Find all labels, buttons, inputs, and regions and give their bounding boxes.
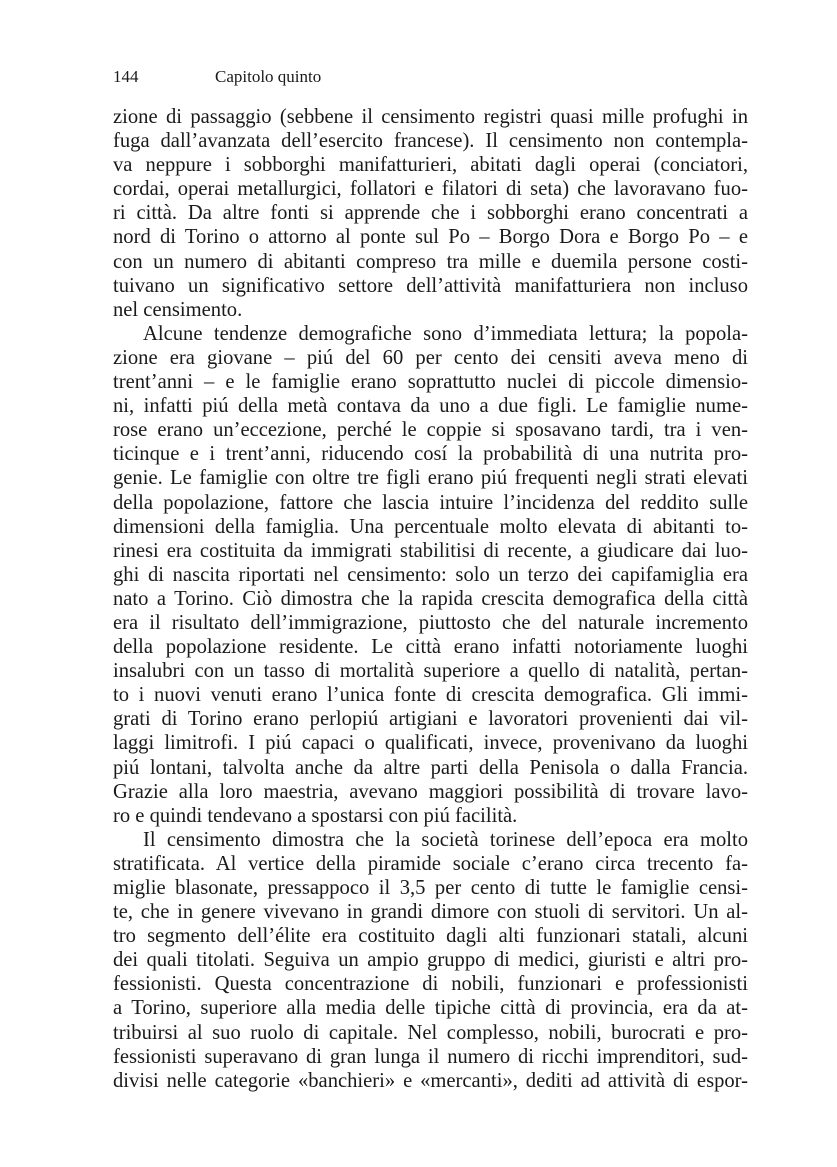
text-line: genie. Le famiglie con oltre tre figli erano piú frequenti negli strati elevati	[113, 467, 748, 490]
text-line: miglie blasonate, pressappoco il 3,5 per cento di tutte le famiglie censi-	[113, 877, 748, 899]
text-line: te, che in genere vivevano in grandi dimore con stuoli di servitori. Un al-	[113, 901, 748, 924]
text-line: ticinque e i trent’anni, riducendo cosí la probabilità di una nutrita pro-	[113, 443, 748, 466]
text-line: va neppure i sobborghi manifatturieri, abitati dagli operai (conciatori,	[113, 154, 748, 177]
text-line: laggi limitrofi. I piú capaci o qualificati, invece, provenivano da luoghi	[113, 732, 748, 755]
text-line: stratificata. Al vertice della piramide sociale c’erano circa trecento fa-	[113, 852, 748, 875]
text-line: dimensioni della famiglia. Una percentuale molto elevata di abitanti to-	[113, 515, 748, 538]
page-number: 144	[113, 67, 139, 86]
text-line: tuivano un significativo settore dell’attività manifatturiera non incluso	[113, 274, 748, 297]
text-line: della popolazione, fattore che lascia intuire l’incidenza del reddito sulle	[113, 491, 748, 514]
text-line: Grazie alla loro maestria, avevano maggiori possibilità di trovare lavo-	[113, 780, 748, 803]
text-line: rose erano un’eccezione, perché le coppie si sposavano tardi, tra i ven-	[113, 419, 748, 442]
text-line: to i nuovi venuti erano l’unica fonte di crescita demografica. Gli immi-	[113, 684, 748, 707]
text-line: zione di passaggio (sebbene il censimento registri quasi mille profughi in	[113, 106, 748, 128]
text-line: dei quali titolati. Seguiva un ampio gruppo di medici, giuristi e altri pro-	[113, 949, 748, 972]
text-line: tribuirsi al suo ruolo di capitale. Nel complesso, nobili, burocrati e pro-	[113, 1021, 748, 1044]
text-line: piú lontani, talvolta anche da altre parti della Penisola o dalla Francia.	[113, 756, 748, 779]
text-line: era il risultato dell’immigrazione, piuttosto che del naturale incremento	[113, 611, 748, 634]
text-line: grati di Torino erano perlopiú artigiani e lavoratori provenienti dai vil-	[113, 708, 748, 731]
text-line: Alcune tendenze demografiche sono d’immediata lettura; la popola-	[143, 322, 748, 345]
text-line: rinesi era costituita da immigrati stabilitisi di recente, a giudicare dai luo-	[113, 539, 748, 562]
paragraph	[113, 322, 748, 828]
text-line: nel censimento.	[113, 298, 243, 321]
text-line: ghi di nascita riportati nel censimento: solo un terzo dei capifamiglia era	[113, 563, 748, 586]
text-line: della popolazione residente. Le città erano infatti notoriamente luoghi	[113, 636, 748, 659]
text-line: ro e quindi tendevano a spostarsi con piú facilità.	[113, 804, 518, 827]
text-line: ni, infatti piú della metà contava da uno a due figli. Le famiglie nume-	[113, 395, 748, 418]
paragraph	[113, 105, 748, 322]
text-line: zione era giovane – piú del 60 per cento dei censiti aveva meno di	[113, 346, 748, 369]
text-line: divisi nelle categorie «banchieri» e «mercanti», dediti ad attività di espor-	[113, 1069, 748, 1092]
text-line: nato a Torino. Ciò dimostra che la rapida crescita demografica della città	[113, 587, 748, 610]
text-line: ri città. Da altre fonti si apprende che i sobborghi erano concentrati a	[113, 202, 748, 225]
text-line: nord di Torino o attorno al ponte sul Po – Borgo Dora e Borgo Po – e	[113, 226, 748, 249]
text-line: Il censimento dimostra che la società torinese dell’epoca era molto	[143, 828, 748, 851]
text-line: fessionisti. Questa concentrazione di nobili, funzionari e professionisti	[113, 973, 748, 996]
chapter-title: Capitolo quinto	[215, 67, 322, 86]
text-line: a Torino, superiore alla media delle tipiche città di provincia, era da at-	[113, 997, 748, 1020]
paragraph	[113, 828, 748, 1093]
text-line: tro segmento dell’élite era costituito dagli alti funzionari statali, alcuni	[113, 925, 748, 948]
text-line: fuga dall’avanzata dell’esercito francese). Il censimento non contempla-	[113, 130, 748, 153]
text-line: insalubri con un tasso di mortalità superiore a quello di natalità, pertan-	[113, 660, 748, 683]
text-line: trent’anni – e le famiglie erano soprattutto nuclei di piccole dimensio-	[113, 371, 748, 394]
text-line: cordai, operai metallurgici, follatori e filatori di seta) che lavoravano fuo-	[113, 178, 748, 201]
text-line: con un numero di abitanti compreso tra mille e duemila persone costi-	[113, 250, 748, 273]
text-line: fessionisti superavano di gran lunga il numero di ricchi imprenditori, sud-	[113, 1045, 748, 1068]
body-text	[113, 105, 748, 1093]
running-head	[113, 66, 321, 88]
